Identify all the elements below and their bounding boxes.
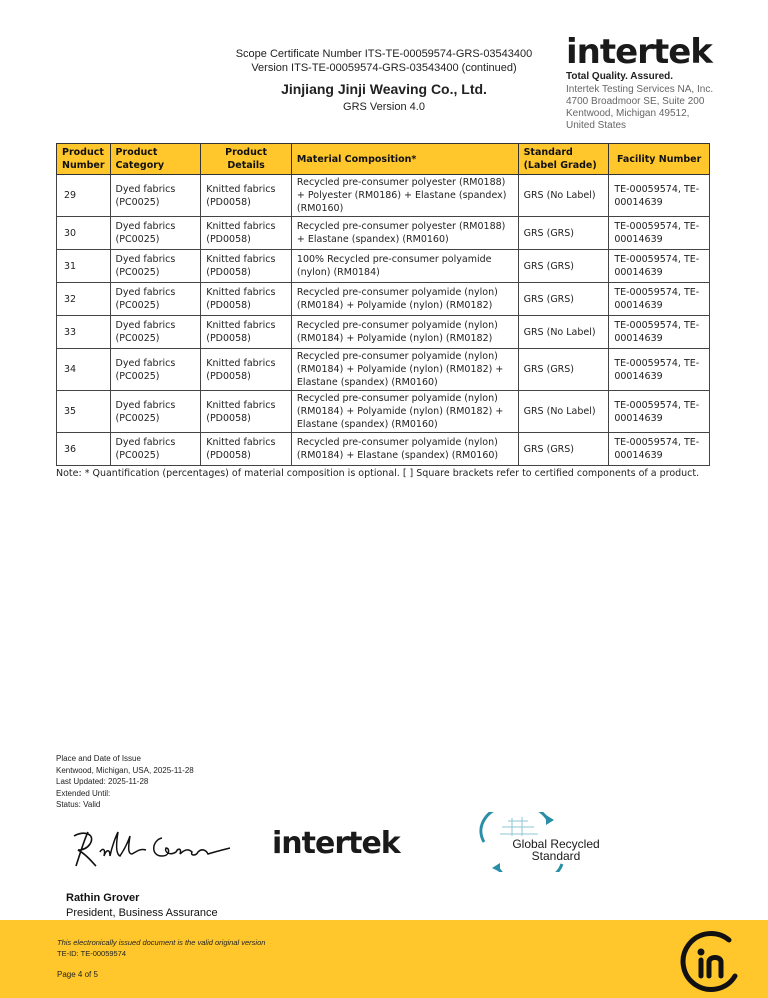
cell-number: 35 — [57, 391, 111, 433]
extended-until: Extended Until: — [56, 788, 111, 798]
header-standard: Standard (Label Grade) — [518, 144, 609, 175]
cell-number: 31 — [57, 250, 111, 283]
certificate-header — [200, 47, 568, 114]
brand-tagline: Total Quality. Assured. — [566, 71, 674, 82]
signer-block — [66, 891, 218, 921]
issue-label: Place and Date of Issue — [56, 754, 141, 763]
cell-category: Dyed fabrics (PC0025) — [110, 217, 201, 250]
scope-certificate-number: Scope Certificate Number ITS-TE-00059574-GRS-03543400 — [235, 48, 533, 60]
brand-address — [566, 84, 756, 132]
cell-composition: Recycled pre-consumer polyester (RM0188) + Polyester (RM0186) + Elastane (spandex) (RM0160) — [291, 175, 518, 217]
cell-composition: Recycled pre-consumer polyamide (nylon) (RM0184) + Polyamide (nylon) (RM0182) — [291, 283, 518, 316]
cell-number: 32 — [57, 283, 111, 316]
cell-number: 30 — [57, 217, 111, 250]
cell-details: Knitted fabrics (PD0058) — [201, 349, 292, 391]
address-line: 4700 Broadmoor SE, Suite 200 — [566, 96, 705, 107]
te-id: TE-ID: TE-00059574 — [57, 949, 127, 958]
header-product-category: Product Category — [110, 144, 201, 175]
cell-number: 33 — [57, 316, 111, 349]
address-line: Intertek Testing Services NA, Inc. — [566, 84, 714, 95]
cell-composition: Recycled pre-consumer polyamide (nylon) (RM0184) + Polyamide (nylon) (RM0182) + Elastane (spandex) (RM0160) — [291, 349, 518, 391]
cell-category: Dyed fabrics (PC0025) — [110, 316, 201, 349]
cell-facility: TE-00059574, TE-00014639 — [609, 250, 710, 283]
header-product-details: Product Details — [201, 144, 292, 175]
cell-details: Knitted fabrics (PD0058) — [201, 175, 292, 217]
table-footnote: Note: * Quantification (percentages) of material composition is optional. [ ] Square brackets refer to certified components of a product. — [56, 468, 700, 479]
cell-facility: TE-00059574, TE-00014639 — [609, 433, 710, 466]
signer-name: Rathin Grover — [66, 892, 140, 904]
intertek-in-badge-icon — [679, 930, 743, 994]
cell-number: 29 — [57, 175, 111, 217]
cell-standard: GRS (No Label) — [518, 391, 609, 433]
cell-details: Knitted fabrics (PD0058) — [201, 250, 292, 283]
cell-category: Dyed fabrics (PC0025) — [110, 349, 201, 391]
version-line: Version ITS-TE-00059574-GRS-03543400 (continued) — [251, 62, 517, 74]
cell-facility: TE-00059574, TE-00014639 — [609, 217, 710, 250]
cell-standard: GRS (GRS) — [518, 250, 609, 283]
table-row — [57, 316, 710, 349]
cell-standard: GRS (No Label) — [518, 316, 609, 349]
cell-number: 36 — [57, 433, 111, 466]
footer-text — [57, 937, 265, 959]
cell-facility: TE-00059574, TE-00014639 — [609, 175, 710, 217]
cell-standard: GRS (No Label) — [518, 175, 609, 217]
status: Status: Valid — [56, 800, 101, 809]
cell-composition: Recycled pre-consumer polyamide (nylon) (RM0184) + Elastane (spandex) (RM0160) — [291, 433, 518, 466]
cell-category: Dyed fabrics (PC0025) — [110, 283, 201, 316]
header-product-number: Product Number — [57, 144, 111, 175]
cell-category: Dyed fabrics (PC0025) — [110, 250, 201, 283]
cell-composition: Recycled pre-consumer polyamide (nylon) (RM0184) + Polyamide (nylon) (RM0182) + Elastane (spandex) (RM0160) — [291, 391, 518, 433]
intertek-footer-logo: intertek — [272, 826, 400, 861]
cell-category: Dyed fabrics (PC0025) — [110, 433, 201, 466]
cell-facility: TE-00059574, TE-00014639 — [609, 349, 710, 391]
issue-place-date: Kentwood, Michigan, USA, 2025-11-28 — [56, 765, 194, 775]
table-row — [57, 391, 710, 433]
table-row — [57, 283, 710, 316]
last-updated: Last Updated: 2025-11-28 — [56, 777, 149, 786]
grs-logo-text: Global Recycled Standard — [512, 837, 600, 863]
cell-details: Knitted fabrics (PD0058) — [201, 217, 292, 250]
address-line: United States — [566, 120, 627, 131]
company-name: Jinjiang Jinji Weaving Co., Ltd. — [281, 81, 487, 97]
cell-details: Knitted fabrics (PD0058) — [201, 283, 292, 316]
cell-details: Knitted fabrics (PD0058) — [201, 433, 292, 466]
cell-standard: GRS (GRS) — [518, 349, 609, 391]
header-facility-number: Facility Number — [609, 144, 710, 175]
cell-standard: GRS (GRS) — [518, 433, 609, 466]
header-material-composition: Material Composition* — [291, 144, 518, 175]
cell-category: Dyed fabrics (PC0025) — [110, 175, 201, 217]
handwritten-signature — [66, 826, 236, 870]
cell-details: Knitted fabrics (PD0058) — [201, 316, 292, 349]
table-row — [57, 433, 710, 466]
cell-details: Knitted fabrics (PD0058) — [201, 391, 292, 433]
table-header-row — [57, 144, 710, 175]
standard-version: GRS Version 4.0 — [343, 101, 425, 113]
cell-number: 34 — [57, 349, 111, 391]
address-line: Kentwood, Michigan 49512, — [566, 108, 690, 119]
table-row — [57, 217, 710, 250]
signer-title: President, Business Assurance — [66, 907, 218, 919]
cell-category: Dyed fabrics (PC0025) — [110, 391, 201, 433]
validity-statement: This electronically issued document is the valid original version — [57, 938, 266, 947]
products-table — [56, 143, 710, 466]
cell-facility: TE-00059574, TE-00014639 — [609, 316, 710, 349]
page-number: Page 4 of 5 — [57, 970, 98, 979]
issue-info — [56, 753, 194, 811]
table-row — [57, 175, 710, 217]
cell-facility: TE-00059574, TE-00014639 — [609, 283, 710, 316]
intertek-brand-block — [566, 34, 756, 132]
table-row — [57, 250, 710, 283]
cell-standard: GRS (GRS) — [518, 283, 609, 316]
footer-bar — [0, 920, 768, 998]
cell-facility: TE-00059574, TE-00014639 — [609, 391, 710, 433]
cell-composition: 100% Recycled pre-consumer polyamide (nylon) (RM0184) — [291, 250, 518, 283]
cell-standard: GRS (GRS) — [518, 217, 609, 250]
cell-composition: Recycled pre-consumer polyamide (nylon) (RM0184) + Polyamide (nylon) (RM0182) — [291, 316, 518, 349]
table-row — [57, 349, 710, 391]
cell-composition: Recycled pre-consumer polyester (RM0188) + Elastane (spandex) (RM0160) — [291, 217, 518, 250]
intertek-logo: intertek — [566, 32, 712, 72]
